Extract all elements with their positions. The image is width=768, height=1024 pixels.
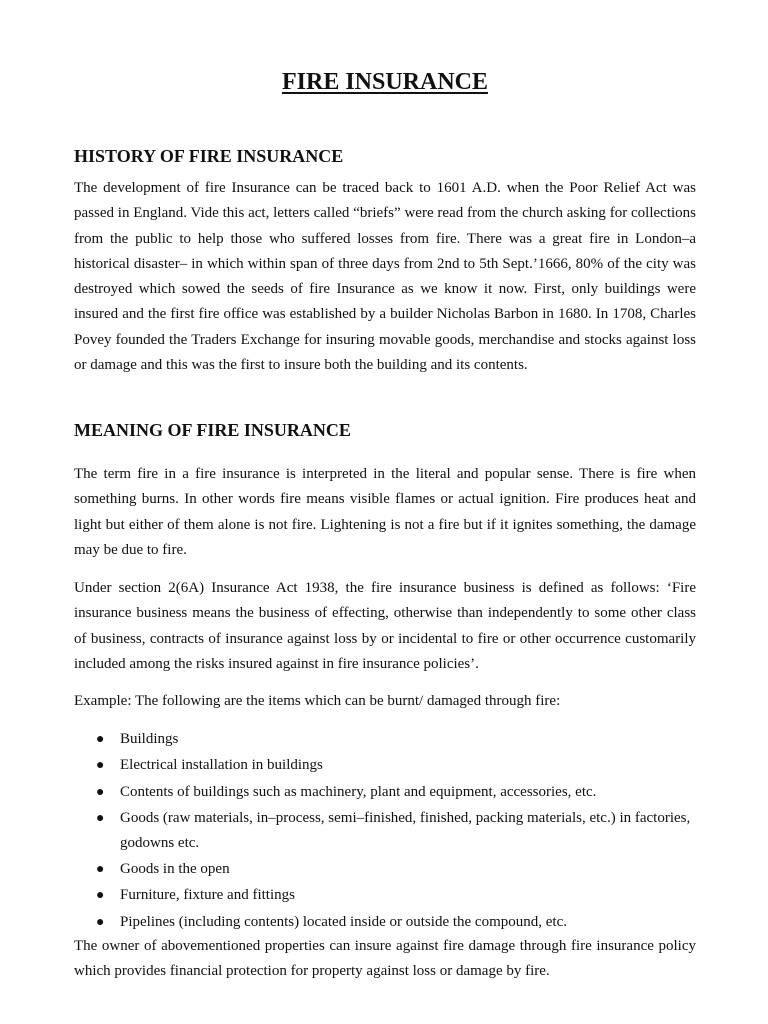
list-item-text: Buildings xyxy=(120,731,179,747)
bullet-icon: ● xyxy=(96,888,105,904)
closing-paragraph: The owner of abovementioned properties can insure against fire damage through fire insurance policy which provides financial protection for property against loss or damage by fire. xyxy=(74,938,696,980)
bullet-icon: ● xyxy=(96,862,105,878)
bullet-icon: ● xyxy=(96,810,105,826)
list-item xyxy=(74,780,696,805)
list-item xyxy=(74,806,696,856)
document-title: FIRE INSURANCE xyxy=(281,69,489,95)
list-item-text: Pipelines (including contents) located inside or outside the compound, etc. xyxy=(120,913,567,930)
history-paragraph: The development of fire Insurance can be traced back to 1601 A.D. when the Poor Relief Act was passed in England. Vide this act, letters called “briefs” were read from the church asking for collections from the public to help those who suffered losses from fire. There was a great fire in London–a historical disaster– in which within span of three days from 2nd to 5th Sept.’1666, 80% of the city was destroyed which sowed the seeds of fire Insurance as we know it now. First, only buildings were insured and the first fire office was established by a builder Nicholas Barbon in 1680. In 1708, Charles Povey founded the Traders Exchange for insuring movable goods, merchandise and stocks against loss or damage and this was the first to insure both the building and its contents. xyxy=(74,180,696,374)
history-heading: HISTORY OF FIRE INSURANCE xyxy=(74,146,344,166)
bullet-icon: ● xyxy=(96,914,105,930)
list-item-text: Contents of buildings such as machinery, plant and equipment, accessories, etc. xyxy=(120,783,597,800)
list-item xyxy=(74,910,696,935)
example-intro: Example: The following are the items which can be burnt/ damaged through fire: xyxy=(74,693,561,709)
list-item xyxy=(74,727,696,752)
bullet-icon: ● xyxy=(96,732,105,747)
bullet-icon: ● xyxy=(96,758,105,774)
bullet-icon: ● xyxy=(96,784,105,800)
meaning-paragraph-insurance-act: Under section 2(6A) Insurance Act 1938, the fire insurance business is defined as follows: ‘Fire insurance business means the business of effecting, otherwise than independently to some other class of business, contracts of insurance against loss by or incidental to fire or other occurrence customarily included among the risks insured against in fire insurance policies’. xyxy=(74,580,696,672)
list-item xyxy=(74,883,696,908)
list-item-text: Furniture, fixture and fittings xyxy=(120,887,295,904)
list-item-text: Goods (raw materials, in–process, semi–finished, finished, packing materials, etc.) in factories, godowns etc. xyxy=(120,809,691,851)
list-item xyxy=(74,753,696,778)
list-item-text: Electrical installation in buildings xyxy=(120,757,323,774)
list-item xyxy=(74,857,696,882)
list-item-text: Goods in the open xyxy=(120,861,230,878)
meaning-paragraph-literal-sense: The term fire in a fire insurance is interpreted in the literal and popular sense. There is fire when something burns. In other words fire means visible flames or actual ignition. Fire produces heat and light but either of them alone is not fire. Lightening is not a fire but if it ignites something, the damage may be due to fire. xyxy=(74,466,696,558)
meaning-heading: MEANING OF FIRE INSURANCE xyxy=(74,420,351,440)
fire-damage-items-list xyxy=(74,727,696,936)
